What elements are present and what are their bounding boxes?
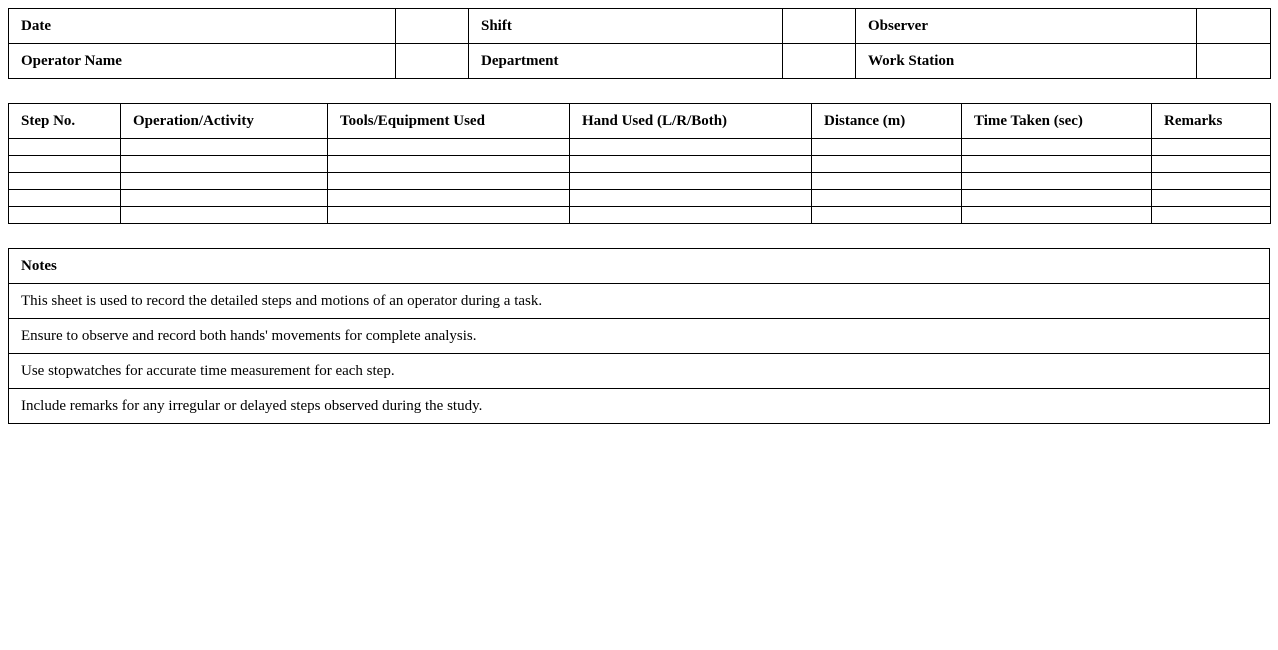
- header-row: [9, 9, 1271, 44]
- table-cell[interactable]: [328, 173, 570, 190]
- observer-label: Observer: [856, 9, 1197, 44]
- table-row: [9, 207, 1271, 224]
- shift-label: Shift: [469, 9, 783, 44]
- table-cell[interactable]: [812, 173, 962, 190]
- operation-activity-header: Operation/Activity: [121, 104, 328, 139]
- date-value-cell[interactable]: [396, 9, 469, 44]
- note-row: [9, 354, 1270, 389]
- distance-header: Distance (m): [812, 104, 962, 139]
- note-row: [9, 284, 1270, 319]
- work-station-value-cell[interactable]: [1197, 44, 1271, 79]
- table-cell[interactable]: [328, 190, 570, 207]
- table-cell[interactable]: [812, 156, 962, 173]
- note-item: Ensure to observe and record both hands' movements for complete analysis.: [9, 319, 1270, 354]
- motion-study-sheet: [8, 8, 1270, 424]
- table-cell[interactable]: [121, 173, 328, 190]
- table-cell[interactable]: [812, 190, 962, 207]
- note-row: [9, 389, 1270, 424]
- table-cell[interactable]: [9, 139, 121, 156]
- table-cell[interactable]: [570, 190, 812, 207]
- date-label: Date: [9, 9, 396, 44]
- table-cell[interactable]: [962, 173, 1152, 190]
- department-label: Department: [469, 44, 783, 79]
- header-row: [9, 44, 1271, 79]
- table-cell[interactable]: [1152, 156, 1271, 173]
- table-cell[interactable]: [812, 207, 962, 224]
- table-cell[interactable]: [570, 173, 812, 190]
- department-value-cell[interactable]: [783, 44, 856, 79]
- table-cell[interactable]: [9, 156, 121, 173]
- table-cell[interactable]: [1152, 207, 1271, 224]
- note-row: [9, 319, 1270, 354]
- table-cell[interactable]: [962, 139, 1152, 156]
- notes-header-row: [9, 249, 1270, 284]
- table-row: [9, 190, 1271, 207]
- note-item: This sheet is used to record the detailed steps and motions of an operator during a task.: [9, 284, 1270, 319]
- step-no-header: Step No.: [9, 104, 121, 139]
- header-info-table: [8, 8, 1271, 79]
- table-cell[interactable]: [1152, 190, 1271, 207]
- remarks-header: Remarks: [1152, 104, 1271, 139]
- tools-equipment-header: Tools/Equipment Used: [328, 104, 570, 139]
- table-cell[interactable]: [9, 190, 121, 207]
- table-cell[interactable]: [962, 156, 1152, 173]
- table-cell[interactable]: [121, 207, 328, 224]
- table-row: [9, 156, 1271, 173]
- table-cell[interactable]: [962, 190, 1152, 207]
- table-cell[interactable]: [121, 156, 328, 173]
- notes-table: [8, 248, 1270, 424]
- table-cell[interactable]: [328, 207, 570, 224]
- table-cell[interactable]: [1152, 139, 1271, 156]
- table-cell[interactable]: [812, 139, 962, 156]
- operator-name-label: Operator Name: [9, 44, 396, 79]
- table-row: [9, 173, 1271, 190]
- note-item: Include remarks for any irregular or delayed steps observed during the study.: [9, 389, 1270, 424]
- steps-table: [8, 103, 1271, 224]
- table-cell[interactable]: [570, 156, 812, 173]
- observer-value-cell[interactable]: [1197, 9, 1271, 44]
- table-cell[interactable]: [121, 139, 328, 156]
- operator-name-value-cell[interactable]: [396, 44, 469, 79]
- table-cell[interactable]: [1152, 173, 1271, 190]
- shift-value-cell[interactable]: [783, 9, 856, 44]
- table-cell[interactable]: [962, 207, 1152, 224]
- time-taken-header: Time Taken (sec): [962, 104, 1152, 139]
- steps-header-row: [9, 104, 1271, 139]
- table-cell[interactable]: [570, 207, 812, 224]
- hand-used-header: Hand Used (L/R/Both): [570, 104, 812, 139]
- work-station-label: Work Station: [856, 44, 1197, 79]
- note-item: Use stopwatches for accurate time measurement for each step.: [9, 354, 1270, 389]
- table-row: [9, 139, 1271, 156]
- table-cell[interactable]: [9, 207, 121, 224]
- table-cell[interactable]: [9, 173, 121, 190]
- table-cell[interactable]: [570, 139, 812, 156]
- table-cell[interactable]: [328, 156, 570, 173]
- notes-title: Notes: [9, 249, 1270, 284]
- table-cell[interactable]: [328, 139, 570, 156]
- table-cell[interactable]: [121, 190, 328, 207]
